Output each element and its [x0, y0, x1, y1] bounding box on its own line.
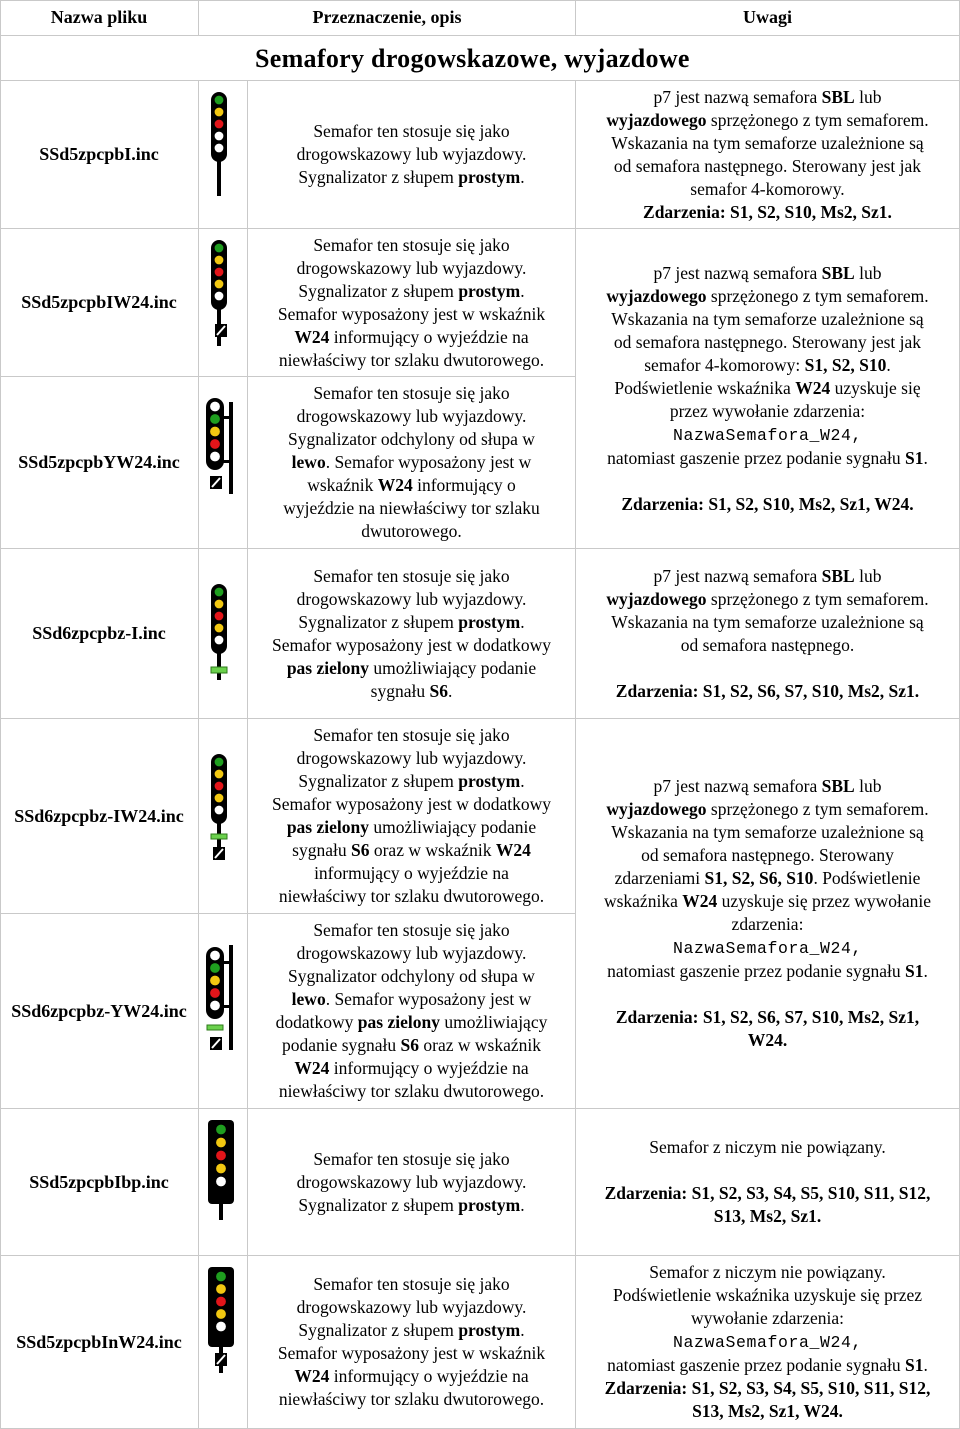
text-line: drogowskazowy lub wyjazdowy. [296, 1297, 527, 1317]
text-line: wyjazdowego sprzężonego z tym semaforem. [606, 285, 929, 306]
lamp-yellow [214, 623, 224, 633]
text-line: Zdarzenia: S1, S2, S10, Ms2, Sz1. [643, 201, 892, 222]
text-line: Semafor ten stosuje się jako [313, 920, 510, 940]
lamp-yellow [216, 1137, 227, 1148]
description-cell [248, 719, 575, 913]
notes-cell [576, 549, 959, 718]
lamp-yellow [214, 769, 224, 779]
text-line: Semafor ten stosuje się jako [313, 565, 510, 586]
text-line: semafor 4-komorowy: S1, S2, S10. [644, 354, 891, 375]
signal-post [229, 402, 233, 494]
header-description: Przeznaczenie, opis [312, 7, 462, 27]
description-cell [248, 914, 575, 1108]
text-line: zdarzenia: [731, 914, 804, 934]
text-line: Zdarzenia: S1, S2, S10, Ms2, Sz1, W24. [621, 493, 914, 514]
text-line: p7 jest nazwą semafora SBL lub [653, 776, 882, 796]
file-name-cell: SSd5zpcpbIbp.inc [29, 1171, 169, 1192]
text-line: drogowskazowy lub wyjazdowy. [296, 257, 527, 278]
text-line: Zdarzenia: S1, S2, S6, S7, S10, Ms2, Sz1, [615, 1007, 920, 1027]
lamp-red [216, 1296, 227, 1307]
lamp-white [214, 805, 224, 815]
text-line: W24 informujący o wyjeździe na [294, 1366, 529, 1386]
text-line: wyjazdowego sprzężonego z tym semaforem. [606, 588, 929, 609]
text-line: drogowskazowy lub wyjazdowy. [296, 748, 527, 768]
text-line: Podświetlenie wskaźnika uzyskuje się przez [612, 1285, 923, 1305]
notes-cell [576, 81, 959, 228]
lamp-green [216, 1124, 227, 1135]
lamp-white [214, 143, 224, 153]
text-line: dodatkowy pas zielony umożliwiający [275, 1012, 548, 1032]
lamp-white [210, 950, 221, 961]
lamp-white [214, 291, 224, 301]
signal-5-lamps-straight-post-icon [200, 90, 246, 200]
text-line: od semafora następnego. Sterowany [641, 845, 894, 865]
text-line: sygnału S6. [370, 680, 453, 701]
lamp-red [214, 267, 224, 277]
text-line: Semafor wyposażony jest w wskaźnik [277, 1343, 546, 1363]
text-line: przez wywołanie zdarzenia: [669, 400, 866, 421]
text-line: wskaźnika W24 uzyskuje się przez wywołanie [603, 891, 932, 911]
text-line: Semafor z niczym nie powiązany. [649, 1262, 886, 1282]
text-line: Zdarzenia: S1, S2, S3, S4, S5, S10, S11, S12, [604, 1378, 931, 1398]
text-line: drogowskazowy lub wyjazdowy. [296, 943, 527, 963]
lamp-yellow [216, 1284, 227, 1295]
text-line: pas zielony umożliwiający podanie [286, 657, 537, 678]
text-line: natomiast gaszenie przez podanie sygnału S1. [607, 961, 928, 981]
text-line: dwutorowego. [361, 521, 462, 541]
text-line [606, 657, 928, 680]
text-line: zdarzeniami S1, S2, S6, S10. Podświetlenie [614, 868, 921, 888]
text-line [606, 470, 928, 493]
text-line: Semafor z niczym nie powiązany. [649, 1137, 886, 1157]
lamp-yellow [210, 975, 221, 986]
lamp-red [216, 1150, 227, 1161]
text-line: NazwaSemafora_W24, [672, 939, 863, 958]
description-cell [248, 229, 575, 376]
text-line: Sygnalizator z słupem prostym. [298, 1320, 525, 1340]
lamp-green [210, 963, 221, 974]
text-line: od semafora następnego. Sterowany jest jak [613, 331, 922, 352]
file-name-cell: SSd6zpcpbz-I.inc [32, 623, 166, 643]
text-line [605, 1159, 931, 1182]
text-line [604, 983, 931, 1006]
text-line: Wskazania na tym semaforze uzależnione są [611, 822, 924, 842]
text-line: drogowskazowy lub wyjazdowy. [296, 1171, 527, 1192]
text-line: W24. [747, 1030, 788, 1050]
text-line: Wskazania na tym semaforze uzależnione są [611, 132, 924, 153]
signal-5-lamps-offset-green-stripe-w24-icon [200, 945, 246, 1055]
text-line: Wskazania na tym semaforze uzależnione są [611, 611, 924, 632]
text-line: od semafora następnego. Sterowany jest jak [613, 155, 922, 176]
green-stripe [207, 1025, 223, 1030]
text-line: Sygnalizator z słupem prostym. [298, 167, 525, 187]
text-line: Semafor wyposażony jest w wskaźnik [277, 303, 546, 324]
lamp-red [214, 781, 224, 791]
lamp-white [210, 451, 221, 462]
file-name-cell: SSd5zpcpbYW24.inc [18, 452, 180, 472]
text-line: Semafor ten stosuje się jako [313, 234, 510, 255]
text-line: natomiast gaszenie przez podanie sygnału S1. [607, 447, 928, 468]
lamp-white [216, 1321, 227, 1332]
text-line: natomiast gaszenie przez podanie sygnału S1. [607, 1355, 928, 1375]
text-line: p7 jest nazwą semafora SBL lub [653, 262, 882, 283]
notes-cell [576, 229, 959, 548]
lamp-red [214, 611, 224, 621]
text-line: drogowskazowy lub wyjazdowy. [296, 406, 527, 426]
file-name-cell: SSd5zpcpbI.inc [39, 144, 159, 164]
text-line: Sygnalizator z słupem prostym. [298, 280, 525, 301]
text-line: Sygnalizator z słupem prostym. [298, 611, 525, 632]
text-line: drogowskazowy lub wyjazdowy. [296, 144, 527, 164]
lamp-yellow [214, 279, 224, 289]
lamp-yellow [214, 793, 224, 803]
notes-cell [576, 1109, 959, 1255]
text-line: NazwaSemafora_W24, [672, 1333, 863, 1352]
green-stripe [211, 834, 227, 839]
file-name-cell: SSd5zpcpbIW24.inc [21, 292, 177, 312]
lamp-green [214, 587, 224, 597]
text-line: p7 jest nazwą semafora SBL lub [653, 86, 882, 107]
text-line: wskaźnik W24 informujący o [307, 475, 516, 495]
text-line: niewłaściwy tor szlaku dwutorowego. [278, 1389, 545, 1409]
text-line: wyjazdowego sprzężonego z tym semaforem. [606, 109, 929, 130]
description-cell [248, 377, 575, 548]
text-line: Semafor wyposażony jest w dodatkowy [272, 634, 551, 655]
lamp-yellow [216, 1309, 227, 1320]
lamp-white [216, 1176, 227, 1187]
text-line: lewo. Semafor wyposażony jest w [291, 452, 532, 472]
signal-5-lamps-green-stripe-icon [200, 582, 246, 682]
lamp-red [214, 119, 224, 129]
text-line: S13, Ms2, Sz1. [713, 1206, 822, 1226]
lamp-white [210, 1000, 221, 1011]
text-line: W24 informujący o wyjeździe na [294, 326, 529, 347]
text-line: NazwaSemafora_W24, [672, 425, 862, 445]
file-name-cell: SSd5zpcpbInW24.inc [16, 1331, 182, 1352]
description-cell [248, 1109, 575, 1255]
text-line: Semafor ten stosuje się jako [313, 725, 510, 745]
text-line: wyjeździe na niewłaściwy tor szlaku [283, 498, 540, 518]
lamp-green [214, 243, 224, 253]
description-cell [248, 1256, 575, 1428]
section-title: Semafory drogowskazowe, wyjazdowe [255, 43, 690, 73]
lamp-white [214, 131, 224, 141]
text-line: wywołanie zdarzenia: [690, 1308, 845, 1328]
text-line: Semafor ten stosuje się jako [313, 1274, 510, 1294]
signal-5-lamps-green-stripe-w24-icon [200, 752, 246, 862]
lamp-yellow [214, 599, 224, 609]
notes-cell [576, 1256, 959, 1428]
text-line: niewłaściwy tor szlaku dwutorowego. [278, 886, 545, 906]
text-line: Semafor ten stosuje się jako [313, 383, 510, 403]
text-line: wyjazdowego sprzężonego z tym semaforem. [606, 799, 929, 819]
description-cell [248, 81, 575, 228]
text-line: Semafor ten stosuje się jako [313, 121, 510, 141]
text-line: Semafor ten stosuje się jako [313, 1148, 510, 1169]
lamp-red [210, 439, 221, 450]
lamp-yellow [210, 426, 221, 437]
text-line: Sygnalizator z słupem prostym. [298, 771, 525, 791]
signal-5-lamps-black-board-icon [200, 1118, 246, 1218]
text-line: Wskazania na tym semaforze uzależnione są [611, 308, 924, 329]
lamp-yellow [214, 107, 224, 117]
text-line: od semafora następnego. [680, 634, 855, 655]
lamp-green [210, 414, 221, 425]
text-line: Sygnalizator odchylony od słupa w [288, 429, 535, 449]
text-line: podanie sygnału S6 oraz w wskaźnik [281, 1035, 542, 1055]
notes-cell [576, 719, 959, 1108]
text-line: lewo. Semafor wyposażony jest w [291, 989, 532, 1009]
text-line: Sygnalizator odchylony od słupa w [288, 966, 535, 986]
header-file-name: Nazwa pliku [50, 7, 148, 27]
green-stripe [211, 667, 227, 673]
file-name-cell: SSd6zpcpbz-YW24.inc [11, 1000, 187, 1021]
text-line: pas zielony umożliwiający podanie [286, 817, 537, 837]
text-line: niewłaściwy tor szlaku dwutorowego. [278, 1081, 545, 1101]
lamp-green [216, 1271, 227, 1282]
description-cell [248, 549, 575, 718]
signal-5-lamps-black-board-w24-icon [200, 1265, 246, 1375]
text-line: niewłaściwy tor szlaku dwutorowego. [278, 349, 545, 370]
text-line: Semafor wyposażony jest w dodatkowy [272, 794, 551, 814]
text-line: Zdarzenia: S1, S2, S3, S4, S5, S10, S11, S12, [604, 1183, 931, 1203]
lamp-red [210, 988, 221, 999]
text-line: semafor 4-komorowy. [690, 178, 845, 199]
text-line: S13, Ms2, Sz1, W24. [692, 1401, 843, 1421]
text-line: sygnału S6 oraz w wskaźnik W24 [292, 840, 531, 860]
text-line: p7 jest nazwą semafora SBL lub [653, 565, 882, 586]
text-line: informujący o wyjeździe na [314, 863, 509, 883]
header-notes: Uwagi [743, 7, 792, 27]
lamp-yellow [216, 1163, 227, 1174]
lamp-green [214, 95, 224, 105]
text-line: W24 informujący o wyjeździe na [294, 1058, 529, 1078]
text-line: drogowskazowy lub wyjazdowy. [296, 588, 527, 609]
lamp-yellow [214, 255, 224, 265]
file-name-cell: SSd6zpcpbz-IW24.inc [14, 805, 184, 826]
lamp-green [214, 757, 224, 767]
signal-5-lamps-w24-indicator-icon [200, 238, 246, 348]
lamp-white [210, 401, 221, 412]
signal-5-lamps-offset-left-w24-icon [200, 396, 246, 496]
text-line: Zdarzenia: S1, S2, S6, S7, S10, Ms2, Sz1. [615, 680, 920, 701]
lamp-white [214, 635, 224, 645]
text-line: Podświetlenie wskaźnika W24 uzyskuje się [614, 377, 921, 398]
signal-post [229, 945, 233, 1050]
text-line: Sygnalizator z słupem prostym. [298, 1194, 525, 1215]
